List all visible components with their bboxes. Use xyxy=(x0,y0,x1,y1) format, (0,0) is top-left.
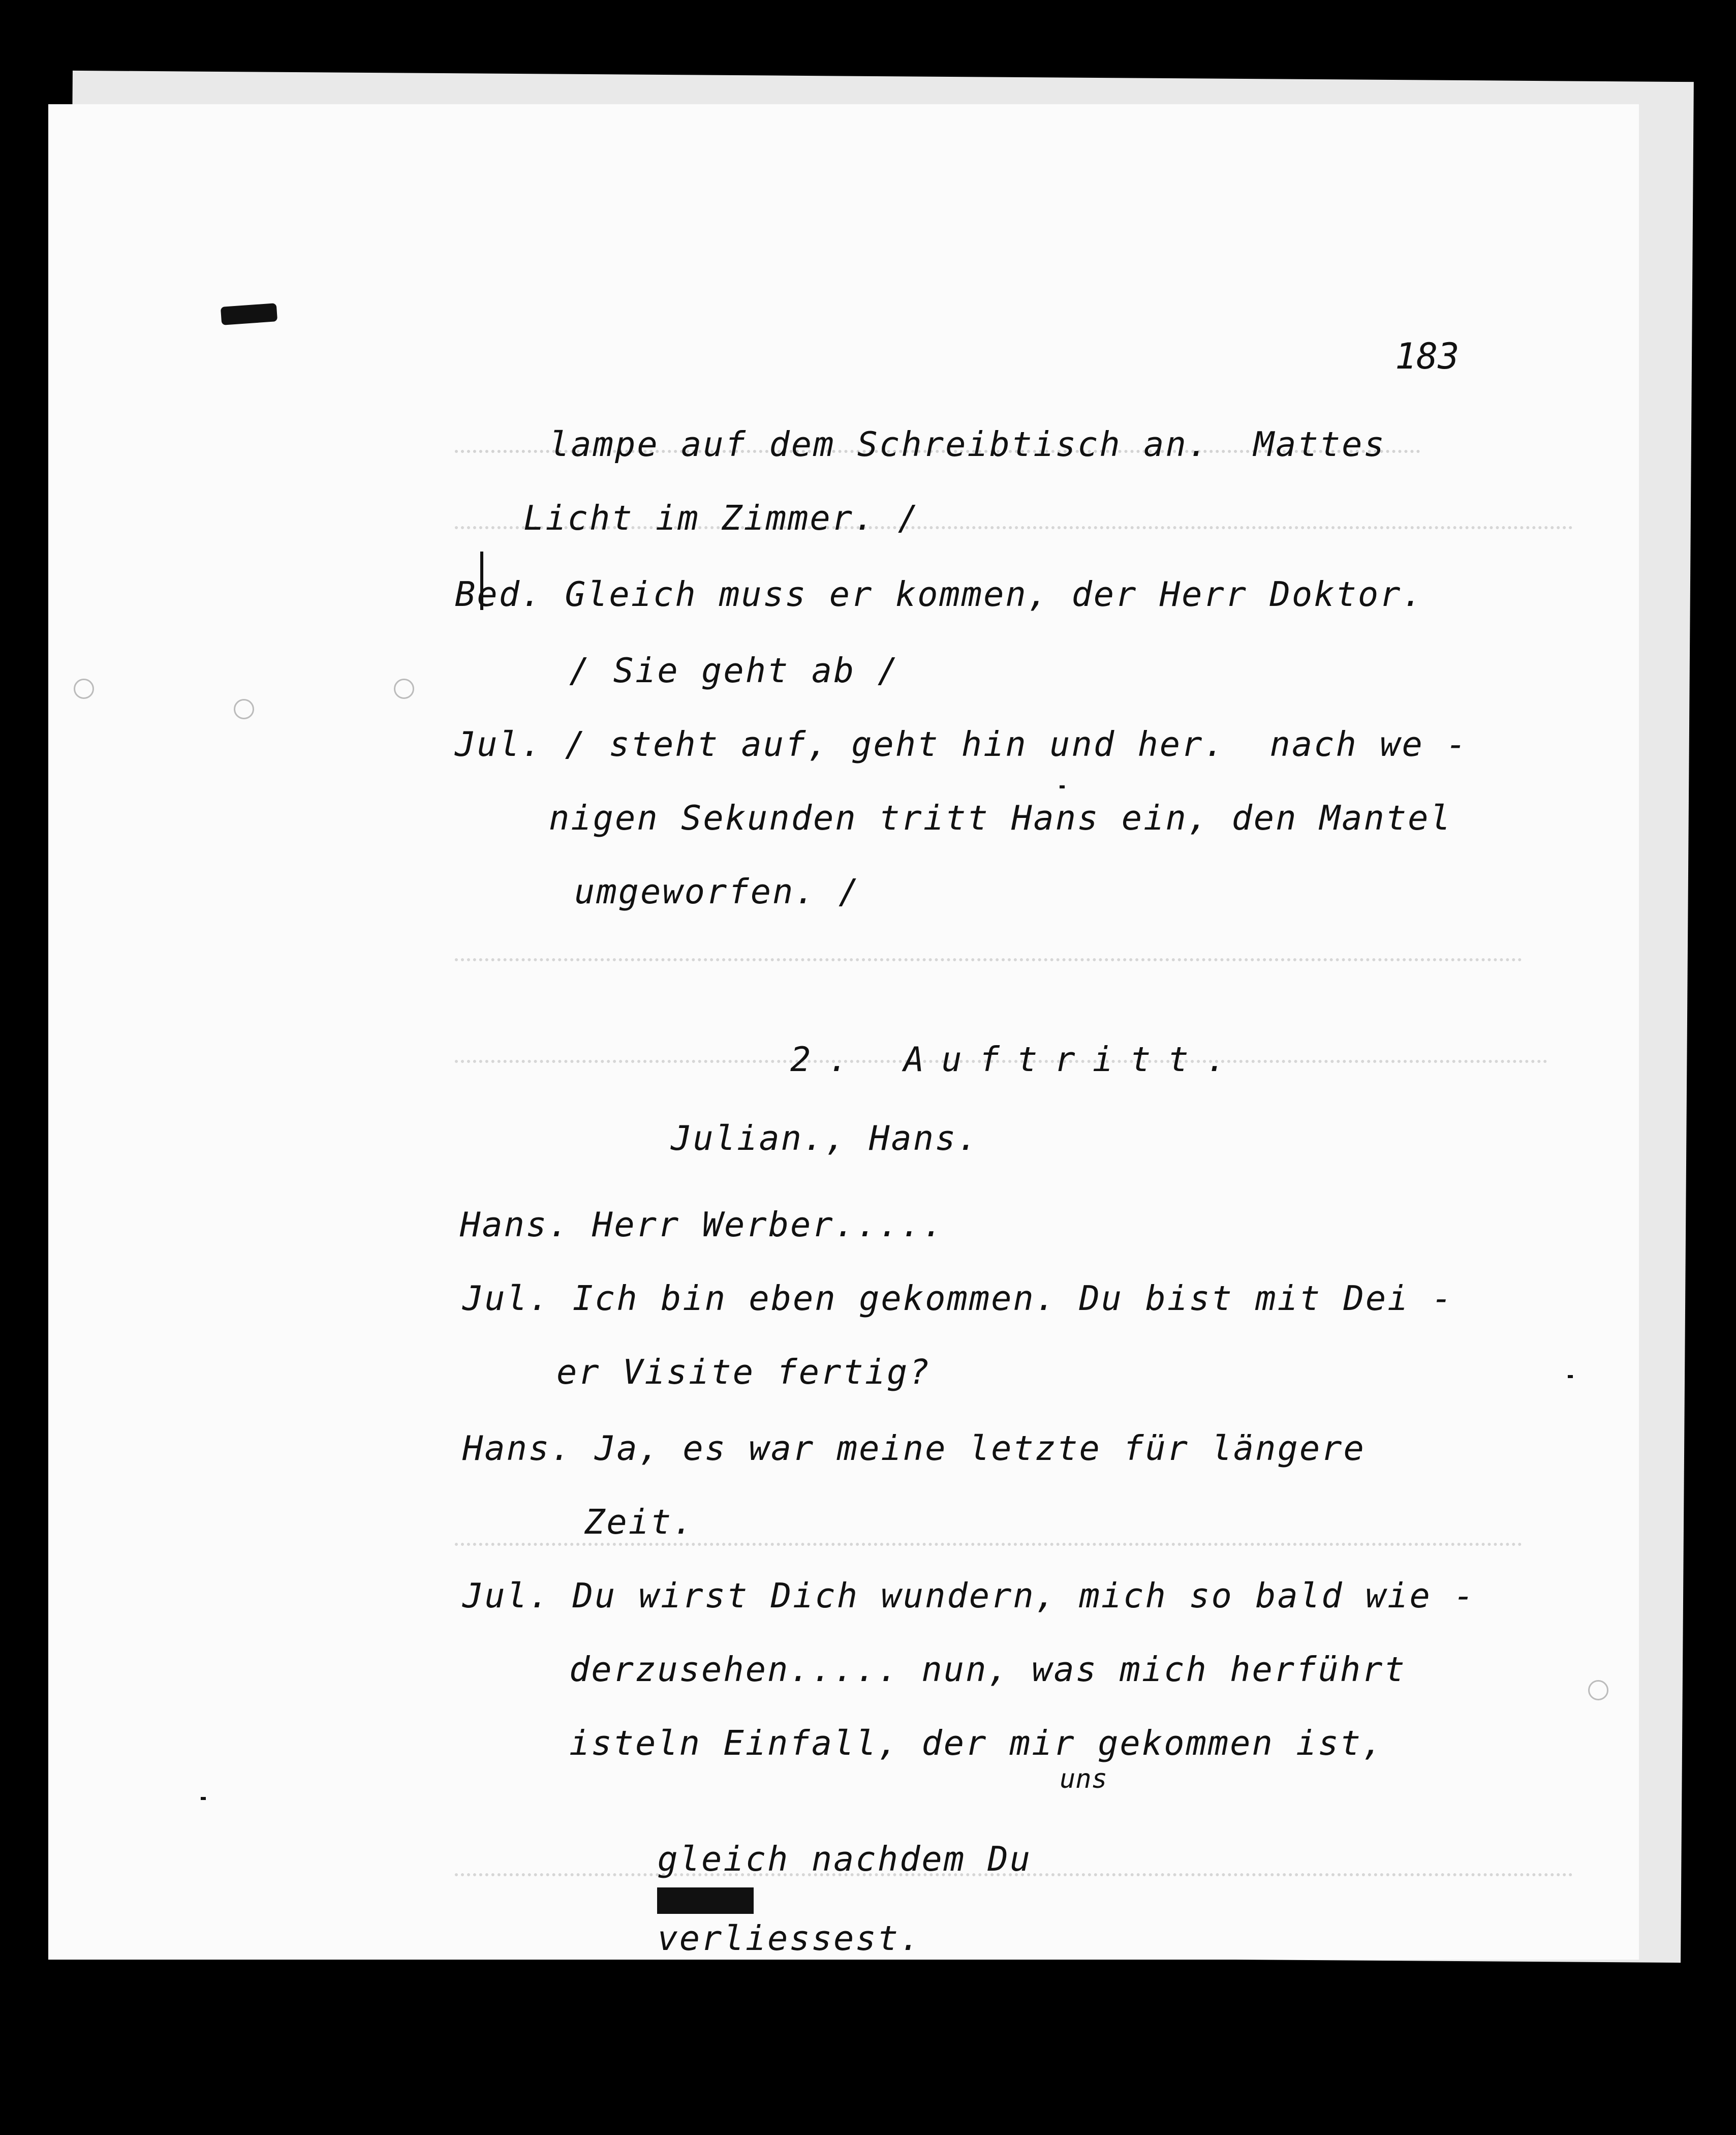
paper-clip xyxy=(221,303,277,325)
text-line: Licht im Zimmer. / xyxy=(523,498,920,538)
text-line: Jul. Du wirst Dich wundern, mich so bald wie - xyxy=(462,1576,1476,1615)
text-line: isteln Einfall, der mir gekommen ist, xyxy=(569,1723,1384,1763)
punch-hole xyxy=(74,679,94,699)
text-line: er Visite fertig? xyxy=(556,1352,931,1392)
bleed-through xyxy=(455,938,1522,961)
text-line: derzusehen..... nun, was mich herführt xyxy=(569,1650,1406,1689)
ink-speck xyxy=(1060,785,1065,788)
struck-out-word xyxy=(657,1887,754,1914)
text-line: lampe auf dem Schreibtisch an. Mattes xyxy=(549,424,1386,464)
text-line: Bed. Gleich muss er kommen, der Herr Doktor. xyxy=(455,574,1424,614)
text-fragment: gleich nachdem Du xyxy=(657,1839,1032,1879)
text-line: Jul. Ich bin eben gekommen. Du bist mit Dei - xyxy=(462,1278,1454,1318)
text-line: Jul. / steht auf, geht hin und her. nach we - xyxy=(455,724,1468,764)
handwritten-insertion: uns xyxy=(1060,1764,1107,1794)
text-line: nigen Sekunden tritt Hans ein, den Mantel xyxy=(549,798,1452,838)
ink-speck xyxy=(201,1797,206,1800)
scene-characters: Julian., Hans. xyxy=(671,1118,979,1158)
text-line: Hans. Ja, es war meine letzte für längere xyxy=(462,1428,1366,1468)
text-line: Zeit. xyxy=(584,1502,695,1542)
page-number: 183 xyxy=(1395,336,1460,377)
text-line: / Sie geht ab / xyxy=(569,651,900,690)
ink-speck xyxy=(1568,1375,1573,1378)
text-line xyxy=(569,1800,1032,1960)
text-line: umgeworfen. / xyxy=(574,872,861,911)
punch-hole xyxy=(394,679,414,699)
punch-hole xyxy=(234,699,254,719)
text-line: Hans. Herr Werber..... xyxy=(460,1205,945,1244)
punch-hole xyxy=(1588,1680,1608,1700)
typewritten-page xyxy=(48,104,1639,1960)
scene-heading: 2. Auftritt. xyxy=(790,1040,1244,1079)
text-fragment: verliessest. xyxy=(657,1918,922,1958)
